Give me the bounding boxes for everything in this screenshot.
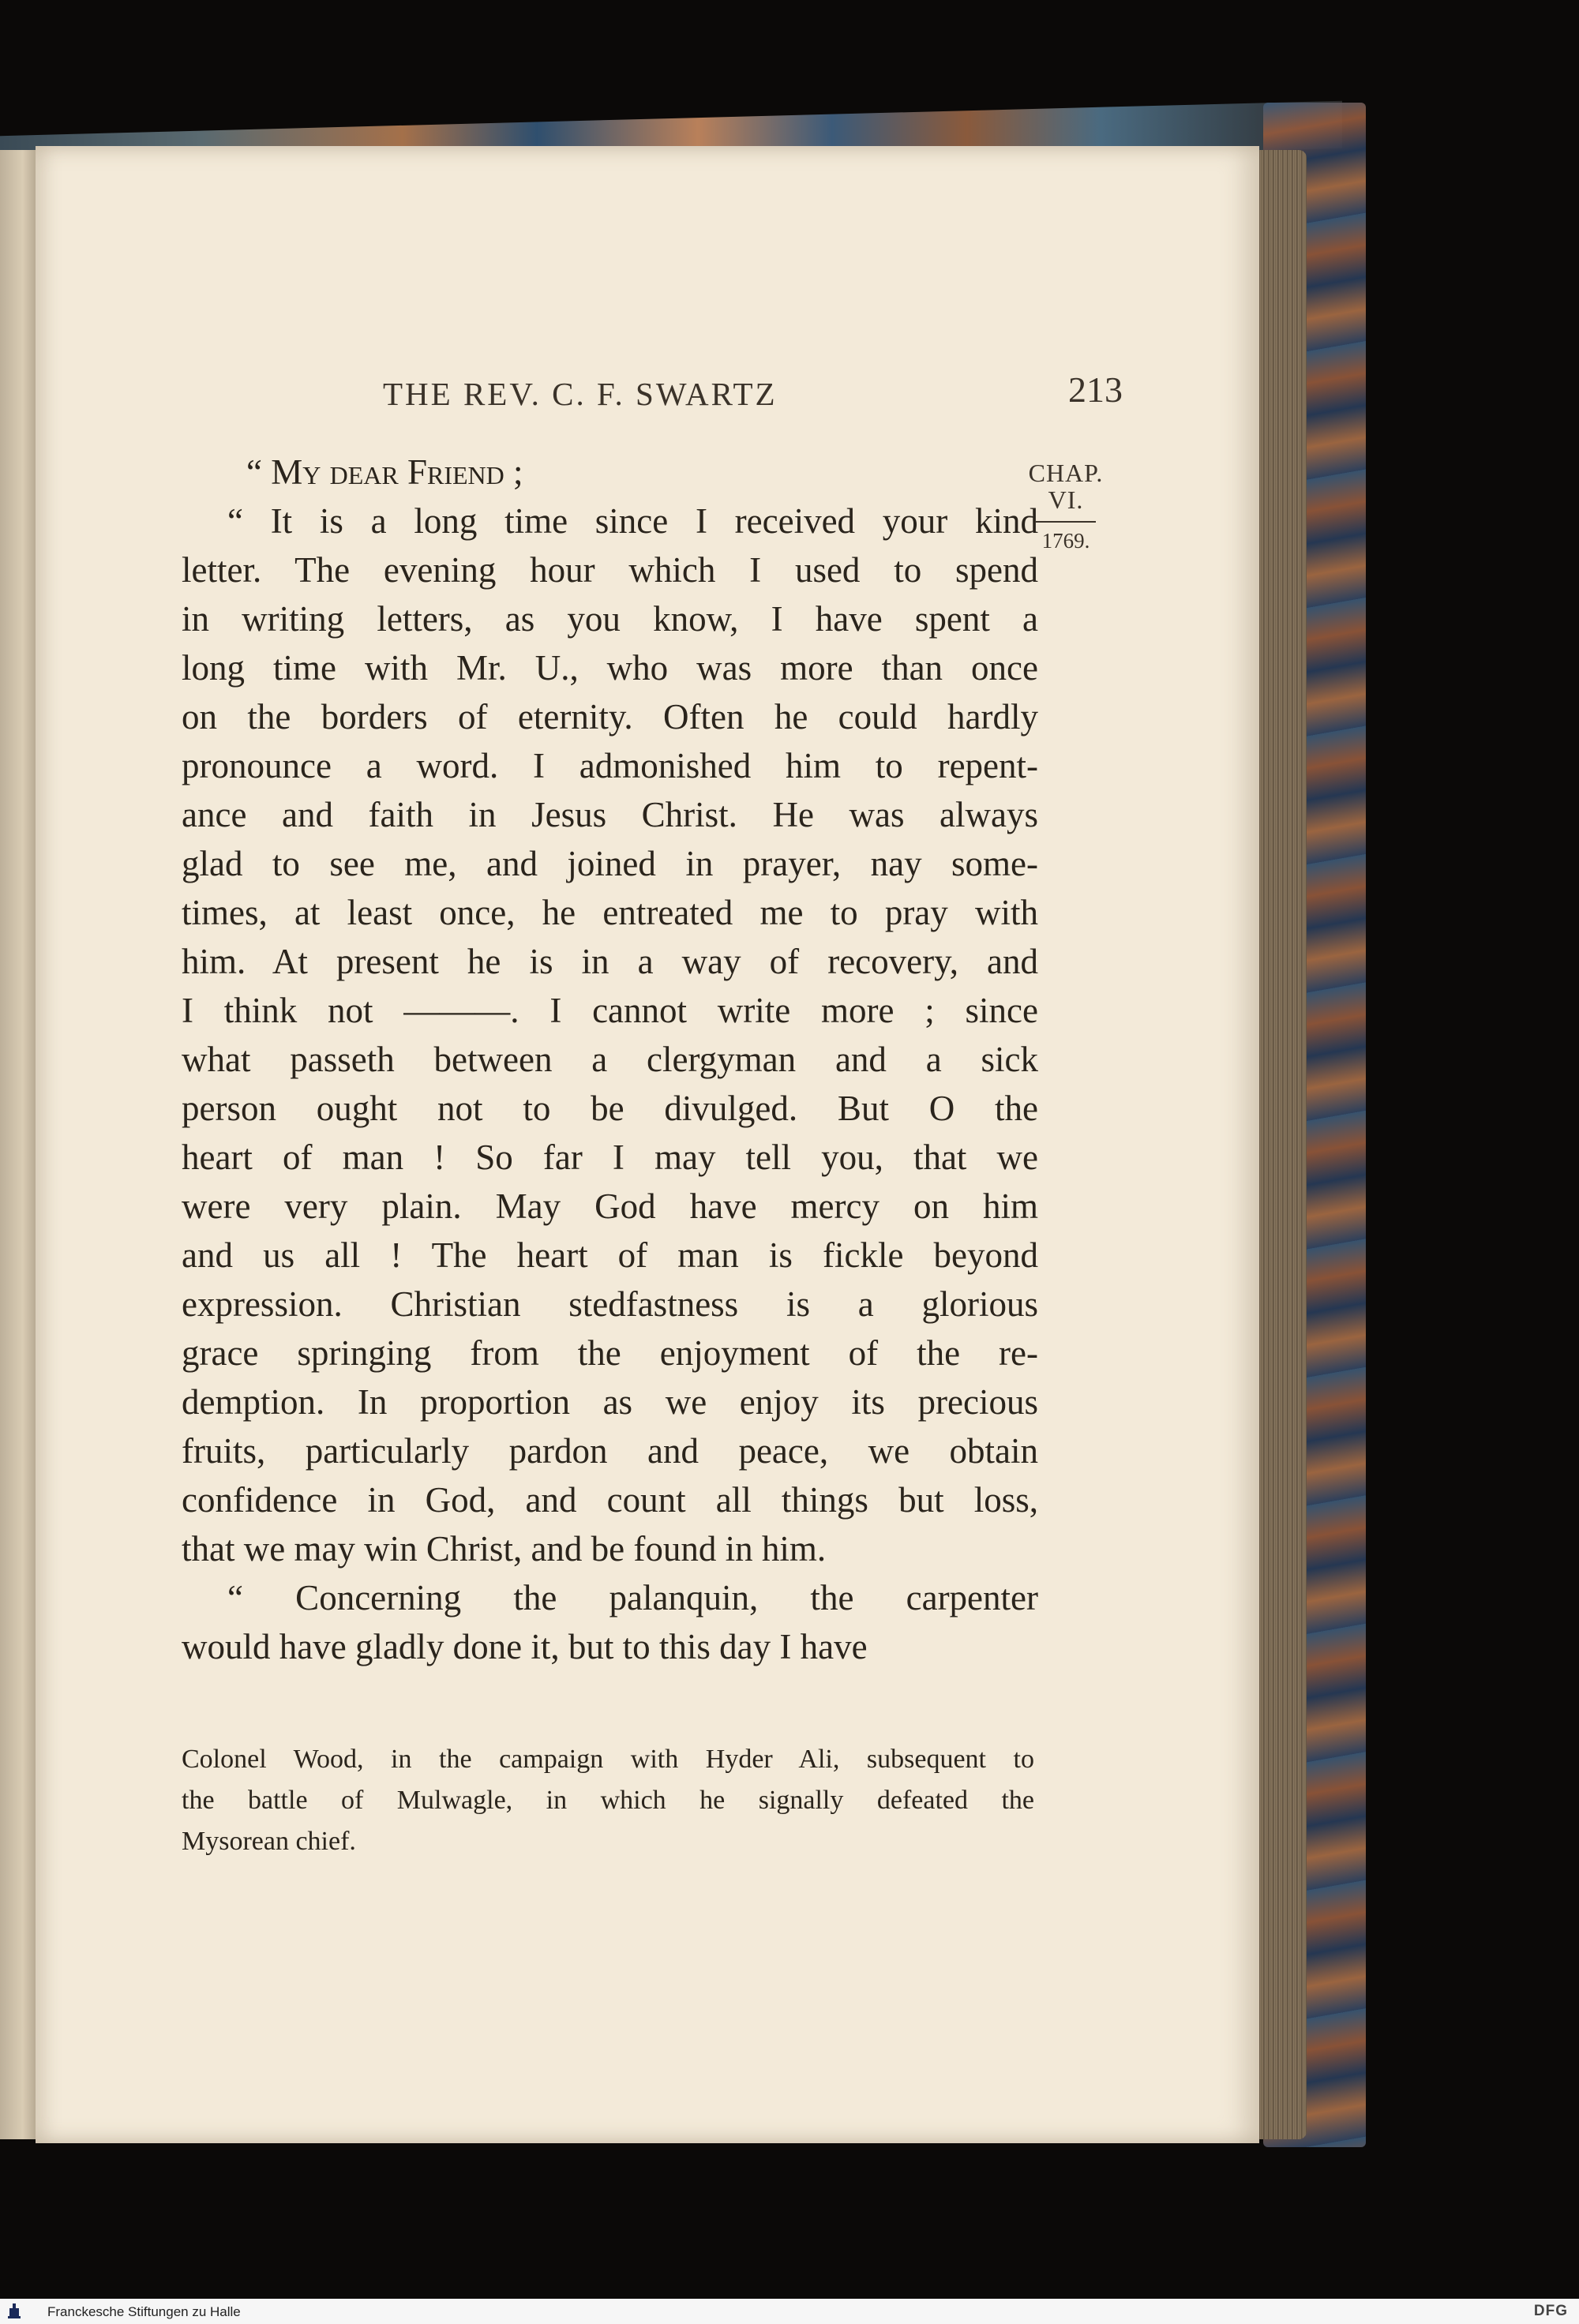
paragraph1-lines-line: him. At present he is in a way of recovery, and	[182, 942, 1038, 981]
facing-page-edge	[0, 150, 38, 2139]
paragraph1-lines-line: expression. Christian stedfastness is a glorious	[182, 1284, 1038, 1324]
paragraph1-lines-line: were very plain. May God have mercy on him	[182, 1186, 1038, 1226]
margin-chapter-number: VI.	[1048, 485, 1084, 514]
paragraph1-lines-line: person ought not to be divulged. But O the	[182, 1089, 1038, 1128]
paragraph2-lines-line: “ Concerning the palanquin, the carpenter	[227, 1578, 1038, 1617]
footnote-lines-line: Mysorean chief.	[182, 1827, 356, 1856]
footnote	[182, 1739, 1034, 1862]
book-page	[36, 146, 1259, 2143]
running-head: THE REV. C. F. SWARTZ	[383, 376, 778, 412]
margin-chapter-label: CHAP.	[1028, 459, 1104, 487]
letter-salutation: “ My dear Friend ;	[246, 452, 523, 492]
paragraph1-lines-line: that we may win Christ, and be found in him.	[182, 1529, 827, 1569]
paragraph1-lines-line: pronounce a word. I admonished him to repent-	[182, 746, 1038, 785]
paragraph1-lines-line: letter. The evening hour which I used to spend	[182, 550, 1038, 590]
paragraph-2	[182, 1573, 1038, 1671]
paragraph1-lines-line: confidence in God, and count all things but loss,	[182, 1480, 1038, 1520]
dfg-logo: DFG	[1533, 2303, 1568, 2319]
margin-rule	[1036, 521, 1096, 523]
paragraph2-lines-line: would have gladly done it, but to this day I have	[182, 1627, 868, 1666]
paragraph1-lines-line: and us all ! The heart of man is fickle beyond	[182, 1235, 1038, 1275]
paragraph1-lines-line: times, at least once, he entreated me to pray with	[182, 893, 1038, 932]
paragraph1-lines-line: in writing letters, as you know, I have spent a	[182, 599, 1038, 639]
footnote-lines-line: the battle of Mulwagle, in which he signally defeated the	[182, 1786, 1034, 1815]
paragraph1-lines-line: I think not ———. I cannot write more ; since	[182, 991, 1038, 1030]
attribution-bar	[0, 2299, 1579, 2324]
paragraph1-lines-line: long time with Mr. U., who was more than once	[182, 648, 1038, 688]
letter-body	[182, 448, 1038, 1671]
paragraph1-lines-line: on the borders of eternity. Often he could hardly	[182, 697, 1038, 737]
institution-name: Franckesche Stiftungen zu Halle	[47, 2304, 241, 2319]
paragraph1-lines-line: glad to see me, and joined in prayer, nay some-	[182, 844, 1038, 883]
paragraph1-lines-line: heart of man ! So far I may tell you, that we	[182, 1138, 1038, 1177]
paragraph1-lines-line: grace springing from the enjoyment of the re-	[182, 1333, 1038, 1373]
paragraph-1	[182, 497, 1038, 1573]
margin-year: 1769.	[1041, 529, 1090, 553]
paragraph1-lines-line: ance and faith in Jesus Christ. He was always	[182, 795, 1038, 834]
paragraph1-lines-line: what passeth between a clergyman and a sick	[182, 1040, 1038, 1079]
paragraph1-lines-line: fruits, particularly pardon and peace, we obtain	[182, 1431, 1038, 1471]
page-number: 213	[1068, 369, 1123, 410]
footnote-lines-line: Colonel Wood, in the campaign with Hyder Ali, subsequent to	[182, 1745, 1034, 1774]
franckesche-stiftungen-logo-icon	[6, 2302, 22, 2321]
paragraph1-lines-line: demption. In proportion as we enjoy its precious	[182, 1382, 1038, 1422]
page-fore-edge	[1251, 150, 1307, 2139]
paragraph1-lines-line: “ It is a long time since I received your kind	[227, 501, 1038, 541]
